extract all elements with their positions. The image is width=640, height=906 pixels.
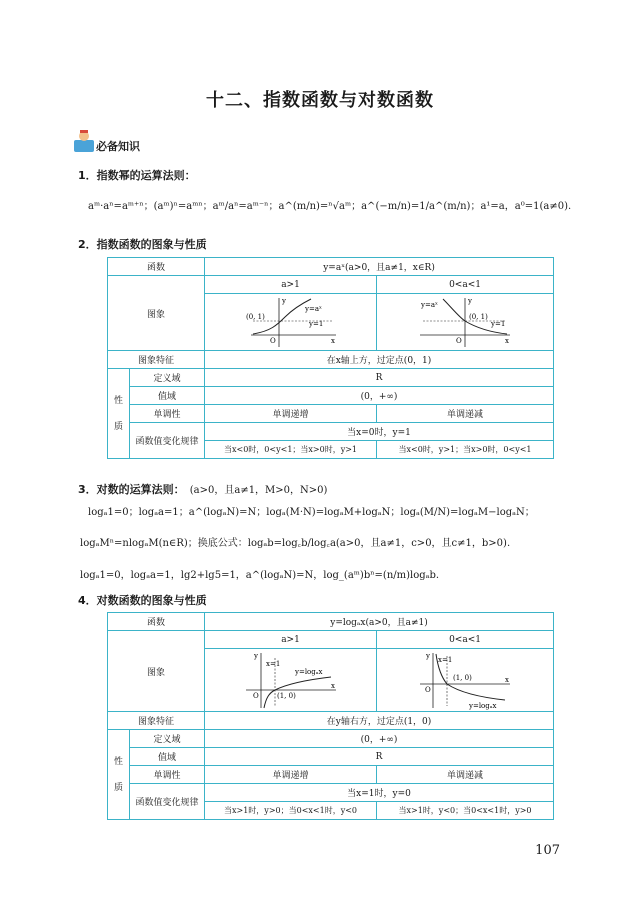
exp-prop-char-1: 性 (113, 395, 123, 406)
badge-label: 必备知识 (96, 140, 140, 153)
log-change-label: 函数值变化规律 (130, 784, 205, 820)
log-change-common: 当x=1时，y=0 (205, 784, 554, 802)
page-title: 十二、指数函数与对数函数 (206, 90, 434, 111)
log-feature-label: 图象特征 (108, 712, 205, 730)
log1-x-label: x (330, 682, 335, 690)
exp2-origin-label: O (456, 337, 462, 345)
log1-curve-label: y=logₐx (294, 668, 322, 676)
section-2-heading: 2．指数函数的图象与性质 (78, 238, 207, 251)
exp-change-common: 当x=0时，y=1 (205, 423, 554, 441)
log-decreasing-graph (415, 650, 515, 710)
section-3-line-2: logₐMⁿ=nlogₐM(n∈R)；换底公式：logₐb=log꜀b/log꜀a(a>0，且a≠1，c>0，且c≠1，b>0). (80, 538, 511, 549)
exp-range-value: (0，+∞) (205, 387, 554, 405)
log-prop-char-2: 质 (113, 782, 123, 793)
exp1-x-label: x (330, 337, 335, 345)
exp-change-label: 函数值变化规律 (130, 423, 205, 459)
section-1-formula: aᵐ·aⁿ=aᵐ⁺ⁿ；(aᵐ)ⁿ=aᵐⁿ；aᵐ/aⁿ=aᵐ⁻ⁿ；a^(m/n)=ⁿ√aᵐ；a^(−m/n)=1/a^(m/n)；a¹=a，a⁰=1(a≠0). (88, 201, 572, 212)
exp-feature-label: 图象特征 (108, 351, 205, 369)
exp-change-1: 当x<0时，0<y<1；当x>0时，y>1 (205, 441, 377, 459)
log1-vline-label: x=1 (265, 660, 280, 668)
exp2-point-label: (0, 1) (469, 313, 488, 321)
exp1-hline-label: y=1 (308, 320, 323, 328)
exp2-y-label: y (468, 297, 472, 305)
exp-decreasing-graph (415, 295, 515, 349)
log2-point-label: (1, 0) (453, 674, 472, 682)
exp2-curve-label: y=aˣ (421, 301, 438, 309)
exp-range-label: 值域 (130, 387, 205, 405)
exp2-hline-label: y=1 (491, 320, 506, 328)
exp-prop-label (108, 369, 130, 459)
log-change-1: 当x>1时，y>0；当0<x<1时，y<0 (205, 802, 377, 820)
exp-function-table (107, 257, 554, 459)
log2-x-label: x (505, 676, 509, 684)
log2-origin-label: O (425, 686, 431, 694)
exp-func-label: 函数 (108, 258, 205, 276)
page-number: 107 (535, 843, 560, 858)
exp-graph-decreasing (377, 294, 554, 351)
section-3-line-1: logₐ1=0；logₐa=1；a^(logₐN)=N；logₐ(M·N)=logₐM+logₐN；logₐ(M/N)=logₐM−logₐN； (88, 507, 535, 518)
log-graph-decreasing (377, 649, 554, 712)
section-1-heading: 1．指数幂的运算法则： (78, 169, 196, 182)
exp-mono-2: 单调递减 (377, 405, 554, 423)
log1-y-label: y (253, 652, 258, 660)
teacher-icon (72, 128, 96, 154)
log-func-label: 函数 (108, 613, 205, 631)
exp1-point-label: (0, 1) (245, 313, 265, 321)
section-4-heading: 4．对数函数的图象与性质 (78, 594, 207, 607)
exp-mono-1: 单调递增 (205, 405, 377, 423)
log2-curve-label: y=logₐx (469, 702, 497, 710)
log2-vline-label: x=1 (438, 656, 453, 664)
log2-y-label: y (426, 652, 430, 660)
section-3-heading: 3．对数的运算法则： (78, 483, 185, 496)
section-3-heading-row (78, 478, 327, 497)
exp-increasing-graph (241, 295, 341, 349)
log-prop-char-1: 性 (113, 756, 123, 767)
log-mono-label: 单调性 (130, 766, 205, 784)
log-domain-value: (0，+∞) (205, 730, 554, 748)
log-mono-1: 单调递增 (205, 766, 377, 784)
exp-feature-value: 在x轴上方，过定点(0，1) (205, 351, 554, 369)
exp1-y-label: y (281, 297, 286, 305)
exp-case-1: a>1 (205, 276, 377, 294)
exp-change-2: 当x<0时，y>1；当x>0时，0<y<1 (377, 441, 554, 459)
exp-mono-label: 单调性 (130, 405, 205, 423)
exp-func-value: y=aˣ(a>0，且a≠1，x∈R) (205, 258, 554, 276)
log1-origin-label: O (252, 692, 259, 700)
exp-graph-increasing (205, 294, 377, 351)
log-feature-value: 在y轴右方，过定点(1，0) (205, 712, 554, 730)
exp2-x-label: x (505, 337, 509, 345)
exp-domain-label: 定义域 (130, 369, 205, 387)
log-func-value: y=logₐx(a>0，且a≠1) (205, 613, 554, 631)
log-case-1: a>1 (205, 631, 377, 649)
log-increasing-graph (241, 650, 341, 710)
exp-case-2: 0<a<1 (377, 276, 554, 294)
exp-prop-char-2: 质 (113, 421, 123, 432)
log-range-value: R (205, 748, 554, 766)
exp-graph-label: 图象 (108, 276, 205, 351)
exp-domain-value: R (205, 369, 554, 387)
log-graph-increasing (205, 649, 377, 712)
log-mono-2: 单调递减 (377, 766, 554, 784)
log-domain-label: 定义域 (130, 730, 205, 748)
log-graph-label: 图象 (108, 631, 205, 712)
log-prop-label (108, 730, 130, 820)
section-3-condition: (a>0，且a≠1，M>0，N>0) (189, 485, 328, 496)
log-function-table (107, 612, 554, 820)
log-case-2: 0<a<1 (377, 631, 554, 649)
exp1-curve-label: y=aˣ (304, 305, 322, 313)
log1-point-label: (1, 0) (276, 692, 296, 700)
log-range-label: 值域 (130, 748, 205, 766)
section-3-line-3: logₐ1=0，logₐa=1，lg2+lg5=1，a^(logₐN)=N，log_(aᵐ)bⁿ=(n/m)logₐb. (80, 570, 440, 581)
exp1-origin-label: O (269, 337, 276, 345)
log-change-2: 当x>1时，y<0；当0<x<1时，y>0 (377, 802, 554, 820)
